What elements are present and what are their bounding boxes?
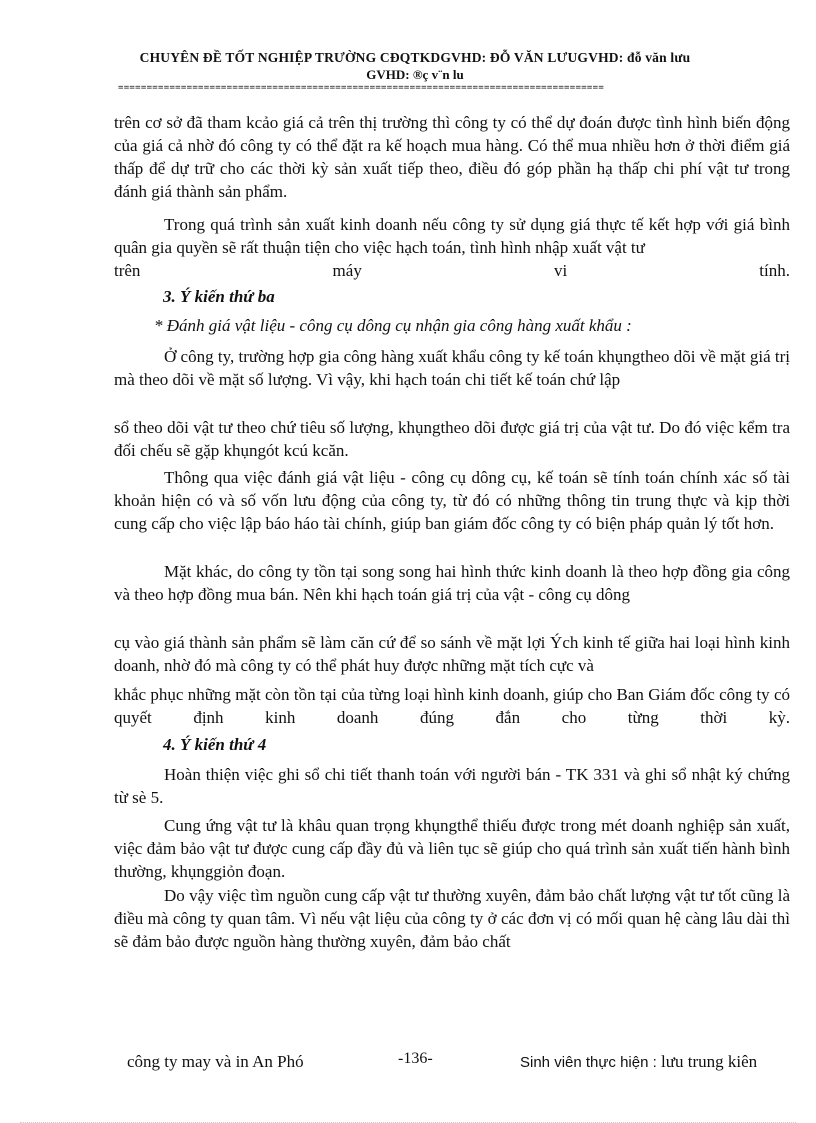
paragraph-8: Hoàn thiện việc ghi sổ chi tiết thanh toán với người bán - TK 331 và ghi sổ nhật ký chứng từ sè 5. [114,765,790,807]
footer-student [520,1052,757,1072]
section-subheading-3: * Đánh giá vật liệu - công cụ dông cụ nhận gia công hàng xuất khẩu : [154,316,632,335]
footer-student-name: lưu trung kiên [661,1052,758,1071]
paragraph-9: Cung ứng vật tư là khâu quan trọng khụngthể thiếu được trong mét doanh nghiệp sản xuất, việc đảm bảo vật tư được cung cấp đầy đủ và liên tục sẽ giúp cho quá trình sản xuất tiến hành bình thường, khụnggiỏn đoạn. [114,816,790,881]
section-heading-3: 3. Ý kiến thứ ba [163,287,275,306]
paragraph-3: Ở công ty, trường hợp gia công hàng xuất khẩu công ty kế toán khụngtheo dõi về mặt giá trị mà theo dõi về mặt số lượng. Vì vậy, khi hạch toán chi tiết kế toán chứ lập [114,347,790,389]
header-rule: ===================================================================================== [118,83,605,93]
paragraph-4: sổ theo dõi vật tư theo chứ tiêu số lượng, khụngtheo dõi được giá trị của vật tư. Do đó việc kểm tra đối chếu sẽ gặp khụngót kcú kcăn. [114,418,790,460]
header-subtitle: GVHD: ®ç v¨n lu [366,67,464,82]
footer-student-label: Sinh viên thực hiện : [520,1054,657,1071]
page-number: -136- [398,1050,433,1067]
paragraph-6: Mặt khác, do công ty tồn tại song song hai hình thức kinh doanh là theo hợp đồng gia công và theo hợp đồng mua bán. Nên khi hạch toán giá trị của vật - công cụ dông [114,562,790,604]
paragraph-5: Thông qua việc đánh giá vật liệu - công cụ dông cụ, kế toán sẽ tính toán chính xác số tài khoản hiện có và số vốn lưu động của công ty, từ đó có những thông tin trung thực và kịp thời cung cấp cho việc lập báo háo tài chính, giúp ban giám đốc công ty có biện pháp quản lý tốt hơn. [114,468,790,533]
header-title: CHUYÊN ĐỀ TỐT NGHIỆP TRƯỜNG CĐQTKDGVHD: ĐỖ VĂN LƯUGVHD: đỗ văn lưu [139,50,691,65]
paragraph-2-tail: trên máy vi tính. [114,261,790,280]
paragraph-7-tail: khắc phục những mặt còn tồn tại của từng loại hình kinh doanh, giúp cho Ban Giám đốc công ty có quyết định kinh doanh đúng đắn cho từng thời kỳ. [114,685,790,727]
section-heading-4: 4. Ý kiến thứ 4 [163,735,267,754]
footer-company: công ty may và in An Phó [127,1052,304,1071]
paragraph-10: Do vậy việc tìm nguồn cung cấp vật tư thường xuyên, đảm bảo chất lượng vật tư tốt cũng là điều mà công ty quan tâm. Vì nếu vật liệu của công ty ở các đơn vị có mối quan hệ càng lâu dài thì sẽ đảm bảo được nguồn hàng thường xuyên, đảm bảo chất [114,886,790,951]
paragraph-7: cụ vào giá thành sản phẩm sẽ làm căn cứ để so sánh về mặt lợi Ých kinh tế giữa hai loại hình kinh doanh, nhờ đó mà công ty có thể phát huy được những mặt tích cực và [114,633,790,675]
paragraph-1: trên cơ sở đã tham kcảo giá cả trên thị trường thì công ty có thể dự đoán được tình hình biến động của giá cả nhờ đó công ty có thể đặt ra kế hoạch mua hàng. Có thể mua nhiều hơn ở thời điểm giá thấp để dự trữ cho các thời kỳ sản xuất tiếp theo, điều đó góp phần hạ thấp chi phí vật tư trong đánh giá thành sản phẩm. [114,113,790,201]
paragraph-2: Trong quá trình sản xuất kinh doanh nếu công ty sử dụng giá thực tế kết hợp với giá bình quân gia quyền sẽ rất thuận tiện cho việc hạch toán, tình hình nhập xuất vật tư [114,215,790,257]
